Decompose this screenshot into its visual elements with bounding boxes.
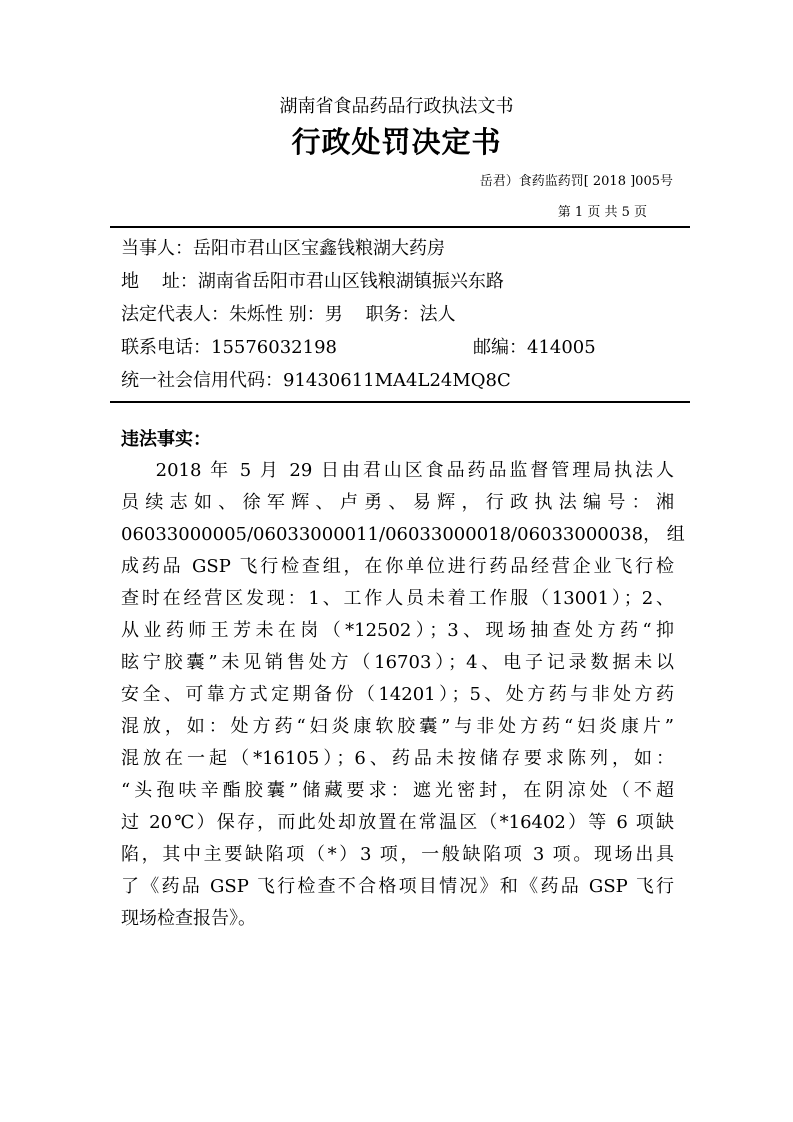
body-line: 混放，如：处方药“妇炎康软胶囊”与非处方药“妇炎康片” [121, 716, 674, 737]
body-line: 安全、可靠方式定期备份（14201）；5、处方药与非处方药 [121, 684, 674, 705]
body-line: 06033000005/06033000011/06033000018/06033000038， 组 [121, 524, 685, 545]
credit-code-row [121, 366, 511, 392]
phone-number: 15576032198 [211, 337, 337, 358]
body-line: 混放在一起（*16105）；6、药品未按储存要求陈列，如： [121, 748, 674, 769]
violation-heading: 违法事实： [121, 429, 211, 450]
body-line: 过 20℃）保存，而此处却放置在常温区（*16402）等 6 项缺 [121, 812, 674, 833]
credit-code-label: 统一社会信用代码： [121, 370, 283, 391]
contact-row [121, 333, 337, 359]
body-line: “头孢呋辛酯胶囊”储藏要求：遮光密封，在阴凉处（不超 [121, 780, 674, 801]
document-title: 行政处罚决定书 [291, 125, 502, 159]
phone-label: 联系电话： [121, 337, 211, 358]
postcode-label: 邮编： [473, 337, 527, 358]
party-address: 地 址：湖南省岳阳市君山区钱粮湖镇振兴东路 [121, 271, 504, 292]
postcode-row [473, 333, 596, 359]
body-line: 2018 年 5 月 29 日由君山区食品药品监督管理局执法人 [121, 460, 674, 481]
body-line: 陷，其中主要缺陷项（*）3 项，一般缺陷项 3 项。现场出具 [121, 844, 674, 865]
violation-body [121, 455, 685, 935]
top-divider [110, 226, 690, 228]
body-line: 现场检查报告》。 [121, 908, 256, 929]
bottom-divider [110, 401, 690, 403]
body-line: 成药品 GSP 飞行检查组，在你单位进行药品经营企业飞行检 [121, 556, 674, 577]
document-number: 岳君）食药监药罚[ 2018 ]005号 [479, 174, 673, 189]
agency-name: 湖南省食品药品行政执法文书 [279, 96, 514, 117]
body-line: 眩宁胶囊”未见销售处方（16703）；4、电子记录数据未以 [121, 652, 674, 673]
body-line: 员续志如、徐军辉、卢勇、易辉，行政执法编号：湘 [121, 492, 674, 513]
body-line: 了《药品 GSP 飞行检查不合格项目情况》和《药品 GSP 飞行 [121, 876, 674, 897]
page-info: 第 1 页 共 5 页 [557, 205, 647, 220]
body-line: 从业药师王芳未在岗（*12502）；3、现场抽查处方药“抑 [121, 620, 674, 641]
postcode-value: 414005 [527, 337, 596, 358]
credit-code-value: 91430611MA4L24MQ8C [283, 370, 511, 391]
legal-representative: 法定代表人：朱烁性 别：男 职务：法人 [121, 304, 456, 325]
party-name: 当事人：岳阳市君山区宝鑫钱粮湖大药房 [121, 238, 445, 259]
body-line: 查时在经营区发现：1、工作人员未着工作服（13001）；2、 [121, 588, 674, 609]
